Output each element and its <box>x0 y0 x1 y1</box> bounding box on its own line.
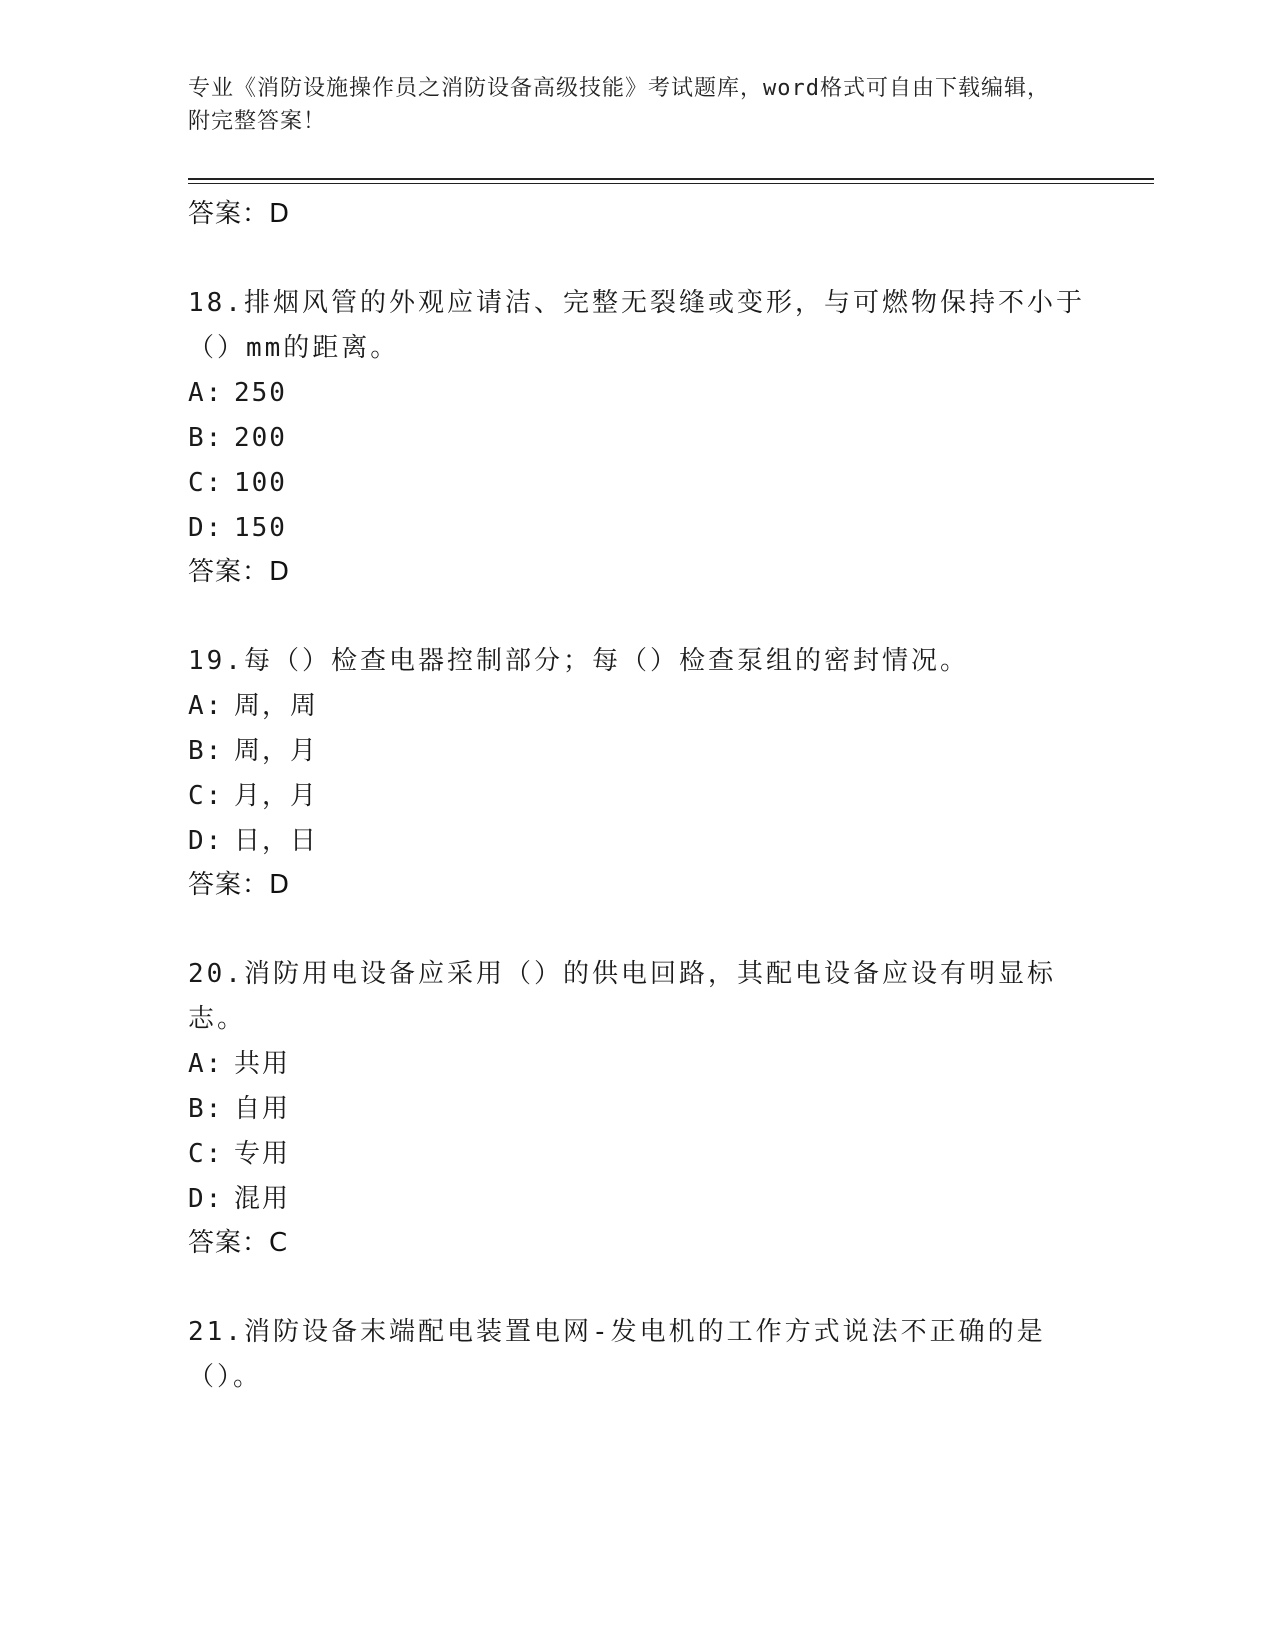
option-a <box>188 371 1088 416</box>
answer-line: 答案：D <box>188 557 291 587</box>
question-18 <box>188 281 1088 593</box>
option-b <box>188 729 1088 774</box>
option-value: 100 <box>234 468 287 498</box>
option-c <box>188 774 1088 819</box>
option-value: 月，月 <box>234 781 319 811</box>
question-list <box>188 193 1088 1400</box>
option-d <box>188 1177 1088 1222</box>
question-text: 19.每（）检查电器控制部分；每（）检查泵组的密封情况。 <box>188 646 969 676</box>
answer-line: 答案：D <box>188 870 291 900</box>
option-value: 日，日 <box>234 826 319 856</box>
option-label: D: <box>188 826 224 856</box>
option-label: A: <box>188 1049 224 1079</box>
option-value: 周，月 <box>234 736 319 766</box>
option-label: A: <box>188 691 224 721</box>
option-c <box>188 1132 1088 1177</box>
option-c <box>188 461 1088 506</box>
option-label: B: <box>188 736 224 766</box>
answer-line: 答案：C <box>188 1228 289 1258</box>
answer-line: 答案：D <box>188 199 291 229</box>
question-text: 20.消防用电设备应采用（）的供电回路，其配电设备应设有明显标志。 <box>188 959 1056 1034</box>
option-label: D: <box>188 1184 224 1214</box>
question-text: 21.消防设备末端配电装置电网-发电机的工作方式说法不正确的是（）。 <box>188 1317 1046 1392</box>
option-label: D: <box>188 513 224 543</box>
option-value: 自用 <box>234 1094 291 1124</box>
option-label: C: <box>188 781 224 811</box>
option-label: C: <box>188 1139 224 1169</box>
option-b <box>188 416 1088 461</box>
question-text: 18.排烟风管的外观应请洁、完整无裂缝或变形，与可燃物保持不小于（）mm的距离。 <box>188 288 1085 363</box>
option-label: B: <box>188 1094 224 1124</box>
option-d <box>188 819 1088 864</box>
option-b <box>188 1087 1088 1132</box>
option-label: B: <box>188 423 224 453</box>
option-value: 专用 <box>234 1139 291 1169</box>
option-value: 周，周 <box>234 691 319 721</box>
option-value: 150 <box>234 513 287 543</box>
header-note: 专业《消防设施操作员之消防设备高级技能》考试题库，word格式可自由下载编辑，附完整答案！ <box>188 76 1050 134</box>
option-value: 共用 <box>234 1049 291 1079</box>
question-20 <box>188 952 1088 1264</box>
option-a <box>188 684 1088 729</box>
option-label: A: <box>188 378 224 408</box>
header-divider <box>188 178 1154 180</box>
question-21 <box>188 1310 1088 1400</box>
option-value: 250 <box>234 378 287 408</box>
option-value: 200 <box>234 423 287 453</box>
option-a <box>188 1042 1088 1087</box>
option-d <box>188 506 1088 551</box>
header-divider-thin <box>188 183 1154 184</box>
question-19 <box>188 639 1088 906</box>
option-value: 混用 <box>234 1184 291 1214</box>
option-label: C: <box>188 468 224 498</box>
